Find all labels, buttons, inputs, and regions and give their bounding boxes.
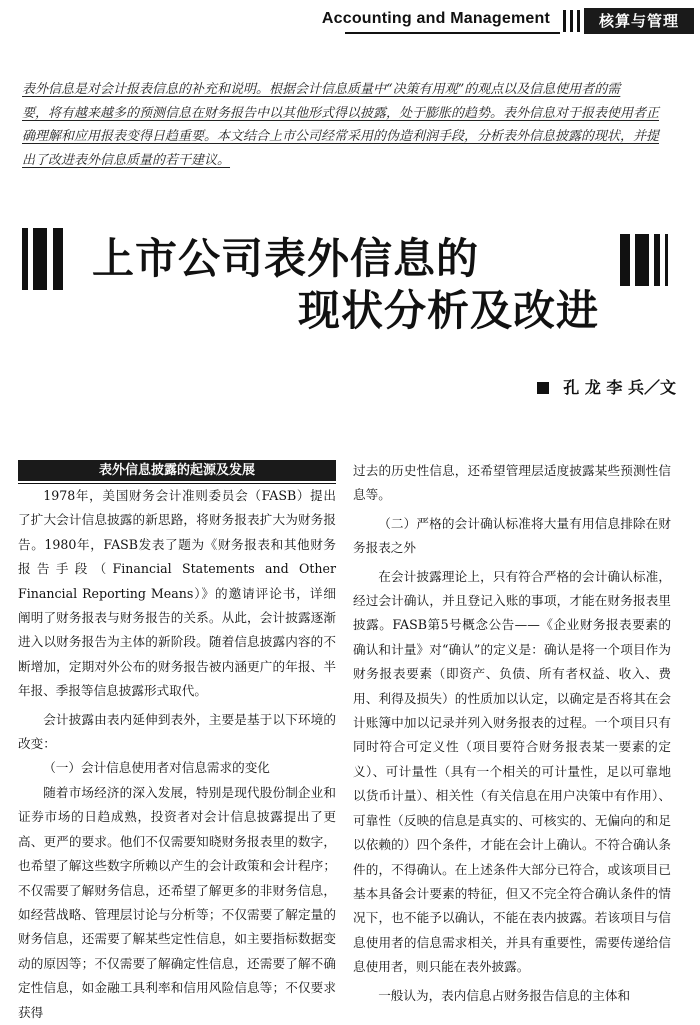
- subheading: （二）严格的会计确认标准将大量有用信息排除在财务报表之外: [353, 515, 671, 556]
- running-header: [0, 8, 700, 38]
- body-column-right: [353, 459, 671, 1008]
- paragraph: 会计披露由表内延伸到表外，主要是基于以下环境的改变：: [18, 711, 336, 752]
- paragraph: 1978年，美国财务会计准则委员会（FASB）提出了扩大会计信息披露的新思路，将财务报表扩大为财务报告。1980年，FASB发表了题为《财务报表和其他财务报告手段（Financial Statements and Other Financial Reporting Means）》的邀请评论书，详细阐明了财务报表与财务报告的关系。从此，会计披露逐渐进入以财务报告为主体的新阶段。随着信息披露内容的不断增加，定期对外公布的财务报告被内涵更广的年报、半年报、季报等信息披露形式取代。: [18, 488, 336, 699]
- article-title-line-2: 现状分析及改进: [298, 286, 600, 335]
- abstract-line: 表外信息是对会计报表信息的补充和说明。根据会计信息质量中“决策有用观”的观点以及信息使用者的需: [22, 82, 621, 97]
- header-rule: [345, 32, 560, 34]
- section-tag: 核算与管理: [584, 8, 694, 34]
- section-heading: 表外信息披露的起源及发展: [18, 460, 336, 481]
- journal-name: Accounting and Management: [321, 10, 550, 27]
- abstract: [22, 78, 682, 172]
- paragraph: 一般认为，表内信息占财务报告信息的主体和: [378, 987, 631, 1003]
- byline-square-icon: [537, 382, 549, 394]
- paragraph: 随着市场经济的深入发展，特别是现代股份制企业和证券市场的日趋成熟，投资者对会计信息披露提出了更高、更严的要求。他们不仅需要知晓财务报表里的数字，也希望了解这些数字所赖以产生的会计政策和会计程序；不仅需要了解财务信息，还希望了解更多的非财务信息，如经营战略、管理层讨论与分析等；不仅需要了解定量的财务信息，还需要了解某些定性信息，如主要指标数据变动的原因等；不仅需要了解确定性信息，还需要了解不确定性信息，如金融工具利率和信用风险信息等；不仅要求获得: [18, 784, 336, 1020]
- byline: [537, 375, 676, 398]
- abstract-line: 确理解和应用报表变得日趋重要。本文结合上市公司经常采用的伪造利润手段，分析表外信息披露的现状，并提: [22, 129, 660, 144]
- subheading: （一）会计信息使用者对信息需求的变化: [43, 760, 270, 776]
- paragraph: 在会计披露理论上，只有符合严格的会计确认标准，经过会计确认，并且登记入账的事项，才能在财务报表里披露。FASB第5号概念公告——《企业财务报表要素的确认和计量》对“确认”的定义是：确认是将一个项目作为财务报表要素（即资产、负债、所有者权益、收入、费用、利得及损失）的性质加以认定，以确定是否将其在会计账簿中加以记录并列入财务报表的过程。一个项目只有同时符合可定义性（项目要符合财务报表某一要素的定义）、可计量性（具有一个相关的可计量性，足以可靠地以货币计量）、相关性（有关信息在用户决策中有作用）、可靠性（反映的信息是真实的、可核实的、无偏向的和足以依赖的）四个条件，才能在会计上确认。不符合确认条件的，不得确认。在上述条件大部分已符合，或该项目已基本具备会计要素的特征，但又不完全符合确认条件的情况下，也不能予以确认，不能在表内披露。若该项目与信息使用者的信息需求相关，并具有重要性，需要传递给信息使用者，则只能在表外披露。: [353, 568, 671, 975]
- author-names: 孔 龙 李 兵／文: [563, 378, 676, 397]
- paragraph: 过去的历史性信息，还希望管理层适度披露某些预测性信息等。: [353, 463, 671, 503]
- abstract-line: 出了改进表外信息质量的若干建议。: [22, 152, 231, 168]
- abstract-line: 要，将有越来越多的预测信息在财务报告中以其他形式得以披露，处于膨胀的趋势。表外信息对于报表使用者正: [22, 105, 660, 121]
- article-title-line-1: 上市公司表外信息的: [92, 234, 480, 283]
- body-column-left: [18, 458, 336, 1025]
